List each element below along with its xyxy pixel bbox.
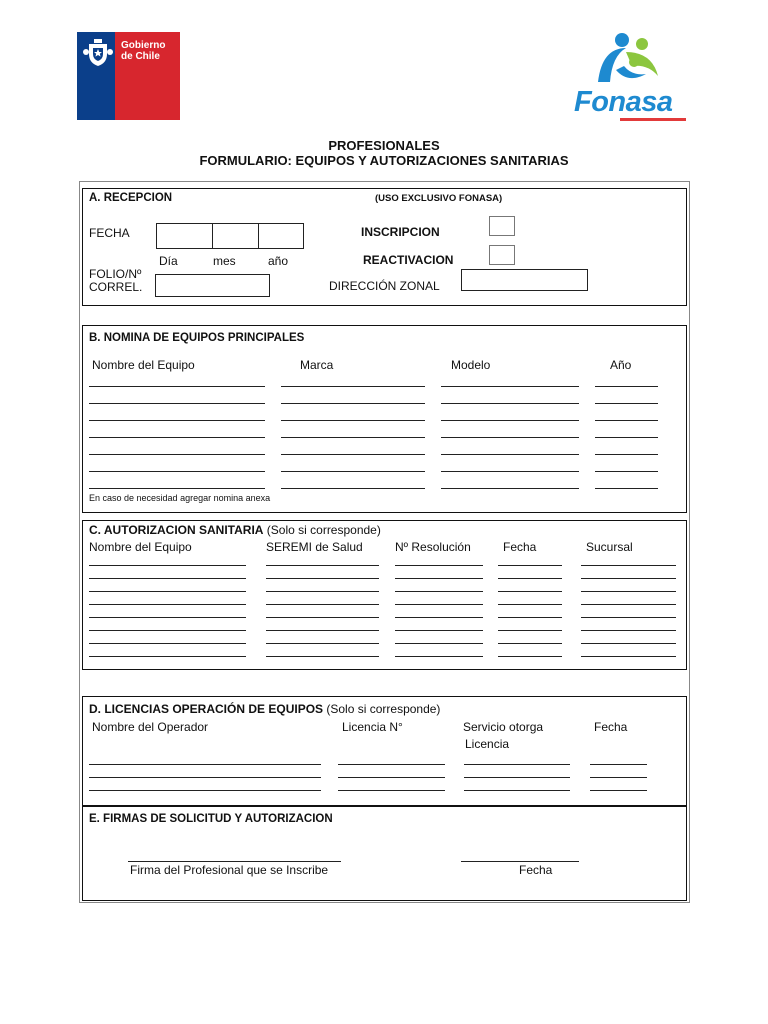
b-rows-blank-line[interactable] bbox=[595, 488, 658, 489]
c-rows-blank-line[interactable] bbox=[266, 630, 379, 631]
c-rows-blank-line[interactable] bbox=[581, 578, 676, 579]
section-d bbox=[82, 696, 687, 806]
b-rows-blank-line[interactable] bbox=[89, 488, 265, 489]
b-rows-blank-line[interactable] bbox=[595, 386, 658, 387]
c-rows-blank-line[interactable] bbox=[581, 630, 676, 631]
c-col-sucursal: Sucursal bbox=[586, 540, 633, 554]
section-c-title: C. AUTORIZACION SANITARIA bbox=[89, 523, 264, 537]
b-rows-blank-line[interactable] bbox=[595, 454, 658, 455]
c-rows-blank-line[interactable] bbox=[498, 617, 562, 618]
section-d-title: D. LICENCIAS OPERACIÓN DE EQUIPOS bbox=[89, 702, 324, 716]
b-rows-blank-line[interactable] bbox=[89, 454, 265, 455]
c-rows-blank-line[interactable] bbox=[266, 643, 379, 644]
b-rows-blank-line[interactable] bbox=[595, 471, 658, 472]
d-rows-blank-line[interactable] bbox=[89, 764, 321, 765]
c-rows-blank-line[interactable] bbox=[89, 604, 246, 605]
c-col-resolucion: Nº Resolución bbox=[395, 540, 471, 554]
b-rows-blank-line[interactable] bbox=[441, 488, 579, 489]
c-rows-blank-line[interactable] bbox=[266, 591, 379, 592]
b-rows-blank-line[interactable] bbox=[281, 488, 425, 489]
c-rows-blank-line[interactable] bbox=[395, 591, 483, 592]
c-rows-blank-line[interactable] bbox=[266, 565, 379, 566]
d-rows-blank-line[interactable] bbox=[464, 777, 570, 778]
b-rows-blank-line[interactable] bbox=[441, 403, 579, 404]
fonasa-logo bbox=[570, 30, 690, 125]
b-rows-blank-line[interactable] bbox=[281, 454, 425, 455]
coat-of-arms-icon bbox=[81, 38, 115, 68]
b-rows-blank-line[interactable] bbox=[89, 420, 265, 421]
nomina-anexa-note: En caso de necesidad agregar nomina anexa bbox=[89, 493, 271, 503]
fecha-label: FECHA bbox=[89, 226, 130, 240]
c-rows-blank-line[interactable] bbox=[581, 643, 676, 644]
fecha-firma-label: Fecha bbox=[519, 863, 553, 877]
section-b bbox=[82, 325, 687, 513]
col-ano: Año bbox=[610, 358, 632, 372]
d-col-servicio-licencia: Licencia bbox=[465, 737, 510, 751]
d-rows-blank-line[interactable] bbox=[590, 764, 647, 765]
direccion-zonal-label: DIRECCIÓN ZONAL bbox=[329, 279, 440, 293]
b-rows-blank-line[interactable] bbox=[89, 386, 265, 387]
fonasa-wordmark: Fonasa bbox=[574, 86, 673, 118]
c-col-fecha: Fecha bbox=[503, 540, 537, 554]
d-col-operador: Nombre del Operador bbox=[92, 720, 209, 734]
inscripcion-checkbox[interactable] bbox=[489, 216, 515, 236]
d-rows-blank-line[interactable] bbox=[464, 790, 570, 791]
d-rows-blank-line[interactable] bbox=[338, 764, 445, 765]
section-a-title: A. RECEPCION bbox=[89, 192, 173, 204]
col-marca: Marca bbox=[300, 358, 334, 372]
section-e bbox=[82, 806, 687, 901]
c-rows-blank-line[interactable] bbox=[89, 643, 246, 644]
d-rows-blank-line[interactable] bbox=[89, 790, 321, 791]
b-rows-blank-line[interactable] bbox=[595, 403, 658, 404]
fecha-ano-input[interactable] bbox=[258, 223, 304, 249]
d-rows-blank-line[interactable] bbox=[338, 777, 445, 778]
uso-exclusivo-note: (USO EXCLUSIVO FONASA) bbox=[375, 193, 503, 204]
dia-label: Día bbox=[159, 254, 178, 268]
c-rows-blank-line[interactable] bbox=[395, 604, 483, 605]
b-rows-blank-line[interactable] bbox=[281, 386, 425, 387]
mes-label: mes bbox=[213, 254, 236, 268]
c-rows-blank-line[interactable] bbox=[395, 617, 483, 618]
col-nombre-equipo: Nombre del Equipo bbox=[92, 358, 195, 372]
c-rows-blank-line[interactable] bbox=[89, 656, 246, 657]
b-rows-blank-line[interactable] bbox=[281, 403, 425, 404]
c-col-nombre-equipo: Nombre del Equipo bbox=[89, 540, 192, 554]
section-a bbox=[82, 188, 687, 306]
section-c-suffix: (Solo si corresponde) bbox=[266, 523, 381, 537]
d-col-fecha: Fecha bbox=[594, 720, 628, 734]
c-rows-blank-line[interactable] bbox=[266, 617, 379, 618]
b-rows-blank-line[interactable] bbox=[441, 437, 579, 438]
d-col-licencia: Licencia N° bbox=[342, 720, 403, 734]
c-rows-blank-line[interactable] bbox=[266, 578, 379, 579]
c-rows-blank-line[interactable] bbox=[395, 643, 483, 644]
d-rows-blank-line[interactable] bbox=[89, 777, 321, 778]
c-rows-blank-line[interactable] bbox=[89, 617, 246, 618]
d-rows-blank-line[interactable] bbox=[590, 777, 647, 778]
section-c-heading bbox=[89, 523, 381, 537]
fecha-mes-input[interactable] bbox=[212, 223, 259, 249]
c-rows-blank-line[interactable] bbox=[498, 591, 562, 592]
c-rows-blank-line[interactable] bbox=[581, 565, 676, 566]
b-rows-blank-line[interactable] bbox=[595, 420, 658, 421]
reactivacion-checkbox[interactable] bbox=[489, 245, 515, 265]
section-e-title: E. FIRMAS DE SOLICITUD Y AUTORIZACION bbox=[89, 813, 333, 825]
fonasa-underline bbox=[620, 118, 686, 121]
b-rows-blank-line[interactable] bbox=[441, 420, 579, 421]
d-rows-blank-line[interactable] bbox=[464, 764, 570, 765]
b-rows-blank-line[interactable] bbox=[89, 471, 265, 472]
c-rows-blank-line[interactable] bbox=[581, 617, 676, 618]
c-rows-blank-line[interactable] bbox=[581, 656, 676, 657]
c-rows-blank-line[interactable] bbox=[89, 578, 246, 579]
b-rows-blank-line[interactable] bbox=[281, 420, 425, 421]
fecha-dia-input[interactable] bbox=[156, 223, 213, 249]
d-rows-blank-line[interactable] bbox=[590, 790, 647, 791]
b-rows-blank-line[interactable] bbox=[595, 437, 658, 438]
c-rows-blank-line[interactable] bbox=[89, 591, 246, 592]
section-b-title: B. NOMINA DE EQUIPOS PRINCIPALES bbox=[89, 332, 305, 344]
firma-label: Firma del Profesional que se Inscribe bbox=[130, 863, 329, 877]
b-rows-blank-line[interactable] bbox=[281, 471, 425, 472]
c-rows-blank-line[interactable] bbox=[498, 630, 562, 631]
ano-label: año bbox=[268, 254, 289, 268]
de-chile-text: de Chile bbox=[121, 51, 160, 62]
family-icon bbox=[590, 30, 670, 90]
c-rows-blank-line[interactable] bbox=[498, 578, 562, 579]
b-rows-blank-line[interactable] bbox=[281, 437, 425, 438]
c-rows-blank-line[interactable] bbox=[498, 643, 562, 644]
folio-input[interactable] bbox=[155, 274, 270, 297]
b-rows-blank-line[interactable] bbox=[441, 454, 579, 455]
c-rows-blank-line[interactable] bbox=[581, 604, 676, 605]
b-rows-blank-line[interactable] bbox=[441, 386, 579, 387]
gobierno-de-chile-logo bbox=[77, 32, 180, 120]
d-rows-blank-line[interactable] bbox=[338, 790, 445, 791]
page-title: PROFESIONALES bbox=[328, 138, 440, 153]
inscripcion-label: INSCRIPCION bbox=[361, 225, 440, 239]
col-modelo: Modelo bbox=[451, 358, 491, 372]
c-rows-blank-line[interactable] bbox=[89, 630, 246, 631]
c-rows-blank-line[interactable] bbox=[395, 630, 483, 631]
folio-label: FOLIO/Nº bbox=[89, 267, 142, 281]
c-rows-blank-line[interactable] bbox=[89, 565, 246, 566]
c-rows-blank-line[interactable] bbox=[498, 656, 562, 657]
firma-line[interactable] bbox=[128, 861, 341, 862]
section-d-heading bbox=[89, 702, 440, 716]
c-rows-blank-line[interactable] bbox=[395, 578, 483, 579]
c-rows-blank-line[interactable] bbox=[581, 591, 676, 592]
b-rows-blank-line[interactable] bbox=[441, 471, 579, 472]
correl-label: CORREL. bbox=[89, 280, 143, 294]
section-d-suffix: (Solo si corresponde) bbox=[326, 702, 441, 716]
c-col-seremi: SEREMI de Salud bbox=[266, 540, 363, 554]
reactivacion-label: REACTIVACION bbox=[363, 253, 454, 267]
d-col-servicio: Servicio otorga bbox=[463, 720, 544, 734]
c-rows-blank-line[interactable] bbox=[395, 656, 483, 657]
direccion-zonal-input[interactable] bbox=[461, 269, 588, 291]
form-subtitle: FORMULARIO: EQUIPOS Y AUTORIZACIONES SANITARIAS bbox=[199, 153, 569, 168]
gobierno-text: Gobierno bbox=[121, 40, 166, 51]
b-rows-blank-line[interactable] bbox=[89, 403, 265, 404]
c-rows-blank-line[interactable] bbox=[266, 656, 379, 657]
fecha-firma-line[interactable] bbox=[461, 861, 579, 862]
c-rows-blank-line[interactable] bbox=[498, 565, 562, 566]
b-rows-blank-line[interactable] bbox=[89, 437, 265, 438]
c-rows-blank-line[interactable] bbox=[498, 604, 562, 605]
section-c bbox=[82, 520, 687, 670]
c-rows-blank-line[interactable] bbox=[266, 604, 379, 605]
c-rows-blank-line[interactable] bbox=[395, 565, 483, 566]
